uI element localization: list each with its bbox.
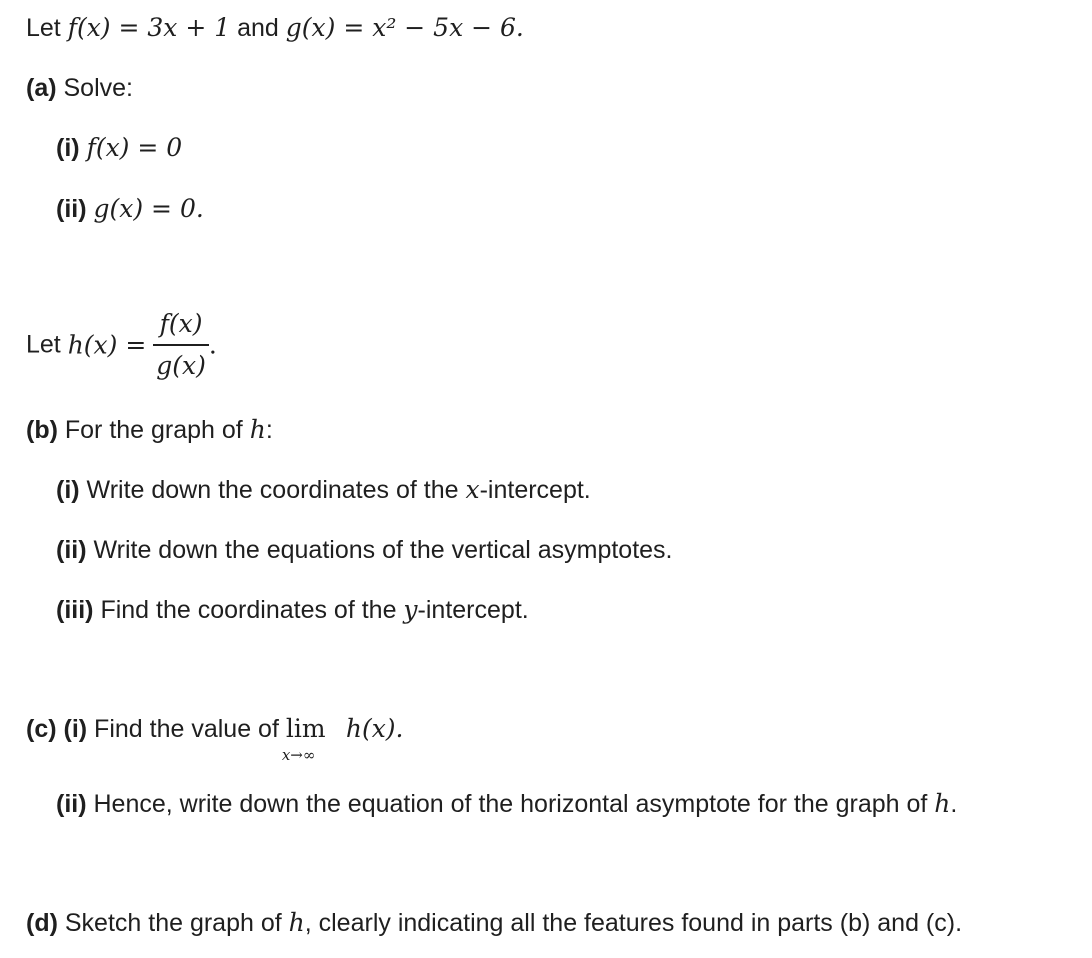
part-b-i-text2: -intercept. bbox=[479, 476, 591, 504]
h-end: . bbox=[208, 330, 217, 360]
intro-line bbox=[26, 12, 524, 44]
part-c-i bbox=[26, 713, 404, 764]
part-b-iii-text1: Find the coordinates of the bbox=[93, 596, 404, 624]
part-a-ii-label: (ii) bbox=[56, 195, 87, 223]
h-fraction bbox=[153, 306, 209, 384]
limit-function: h(x). bbox=[345, 714, 404, 743]
h-let: Let bbox=[26, 330, 68, 359]
part-b-iii bbox=[56, 594, 529, 626]
part-d bbox=[26, 907, 962, 939]
g-definition: g(x) = x² − 5x − 6. bbox=[285, 13, 524, 42]
part-b-text: For the graph of bbox=[57, 416, 250, 444]
part-b-ii-label: (ii) bbox=[56, 536, 87, 564]
part-a-label: (a) bbox=[26, 74, 57, 102]
part-c-ii-var: h bbox=[934, 789, 951, 818]
intro-let: Let bbox=[26, 14, 68, 42]
part-b-i-label: (i) bbox=[56, 476, 80, 504]
part-c-label: (c) (i) bbox=[26, 715, 88, 743]
part-c-ii-text: Hence, write down the equation of the horizontal asymptote for the graph of bbox=[86, 790, 935, 818]
part-a-i-math: f(x) = 0 bbox=[86, 133, 183, 162]
part-a-i bbox=[56, 132, 182, 164]
limit-expression bbox=[281, 713, 346, 764]
part-d-text2: , clearly indicating all the features found in parts (b) and (c). bbox=[304, 909, 963, 937]
part-a-text: Solve: bbox=[56, 74, 133, 102]
h-denominator: g(x) bbox=[156, 351, 206, 380]
part-b-iii-var: y bbox=[403, 595, 418, 624]
part-b-iii-text2: -intercept. bbox=[417, 596, 529, 624]
h-lhs: h(x) = bbox=[67, 330, 147, 360]
part-b-i bbox=[56, 474, 591, 506]
part-b-ii-text: Write down the equations of the vertical asymptotes. bbox=[86, 536, 673, 564]
part-a-ii bbox=[56, 193, 204, 225]
part-b-i-var: x bbox=[465, 475, 480, 504]
f-definition: f(x) = 3x + 1 bbox=[67, 13, 231, 42]
part-b-var: h bbox=[249, 415, 266, 444]
part-d-var: h bbox=[288, 908, 305, 937]
fraction-bar bbox=[153, 344, 209, 346]
part-a-ii-math: g(x) = 0. bbox=[93, 194, 204, 223]
part-b-label: (b) bbox=[26, 416, 58, 444]
limit-subscript: x→∞ bbox=[281, 746, 316, 764]
part-a-i-label: (i) bbox=[56, 134, 80, 162]
part-b-ii bbox=[56, 534, 673, 566]
part-c-ii-end: . bbox=[950, 790, 958, 818]
part-d-label: (d) bbox=[26, 909, 58, 937]
part-b-colon: : bbox=[265, 416, 273, 444]
part-d-text1: Sketch the graph of bbox=[57, 909, 289, 937]
part-c-ii bbox=[56, 788, 957, 820]
part-c-ii-label: (ii) bbox=[56, 790, 87, 818]
part-a-heading bbox=[26, 72, 133, 104]
intro-and: and bbox=[230, 14, 286, 42]
h-numerator: f(x) bbox=[159, 309, 203, 338]
part-b-i-text1: Write down the coordinates of the bbox=[79, 476, 466, 504]
part-b-iii-label: (iii) bbox=[56, 596, 94, 624]
part-c-i-text: Find the value of bbox=[87, 715, 286, 743]
limit-word: lim bbox=[285, 714, 326, 743]
h-definition bbox=[26, 306, 217, 384]
part-b-heading bbox=[26, 414, 273, 446]
